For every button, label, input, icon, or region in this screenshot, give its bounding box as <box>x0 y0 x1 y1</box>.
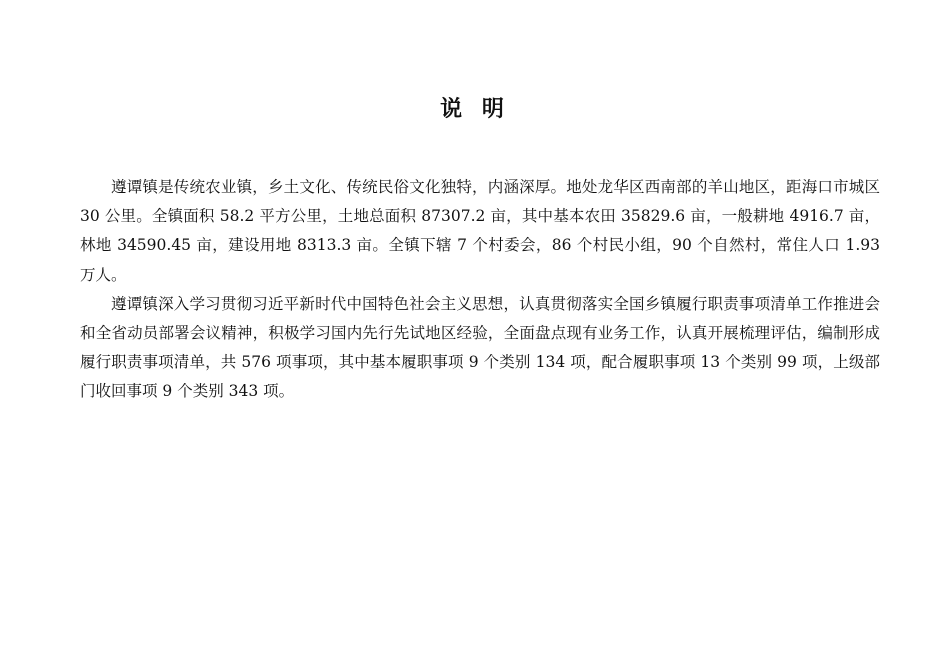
document-body <box>80 173 880 407</box>
paragraph-duty-list: 遵谭镇深入学习贯彻习近平新时代中国特色社会主义思想，认真贯彻落实全国乡镇履行职责事项清单工作推进会和全省动员部署会议精神，积极学习国内先行先试地区经验，全面盘点现有业务工作，认真开展梳理评估，编制形成履行职责事项清单，共 576 项事项，其中基本履职事项 9 个类别 134 项，配合履职事项 13 个类别 99 项，上级部门收回事项 9 个类别 343 项。 <box>80 294 880 401</box>
document-title: 说 明 <box>440 96 510 122</box>
paragraph-overview: 遵谭镇是传统农业镇，乡土文化、传统民俗文化独特，内涵深厚。地处龙华区西南部的羊山地区，距海口市城区 30 公里。全镇面积 58.2 平方公里，土地总面积 87307.2 亩，其中基本农田 35829.6 亩，一般耕地 4916.7 亩，林地 34590.45 亩，建设用地 8313.3 亩。全镇下辖 7 个村委会，86 个村民小组，90 个自然村，常住人口 1.93 万人。 <box>80 178 880 284</box>
